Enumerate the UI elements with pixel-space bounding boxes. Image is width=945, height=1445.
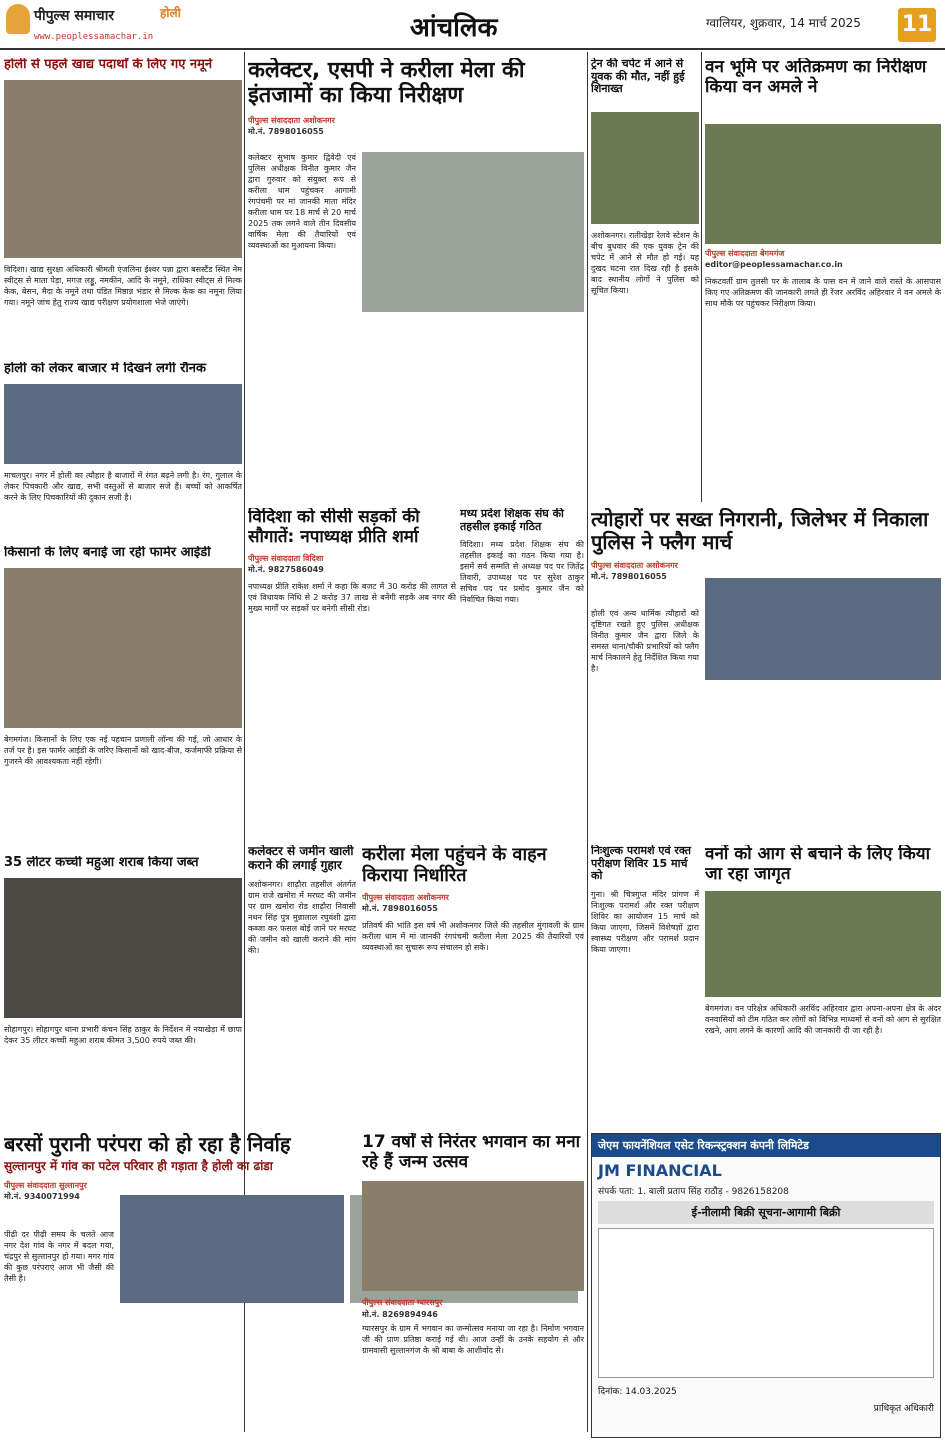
phone: मो.नं. 7898016055 [248, 126, 324, 136]
byline: पीपुल्स संवाददाता ग्यारसपुर [362, 1298, 443, 1307]
advert-property-table [598, 1228, 934, 1378]
article-vidisha-roads [248, 508, 456, 838]
paper-name: पीपुल्स समाचार [34, 8, 115, 24]
advert-contact: संपर्क पता: 1. बाली प्रताप सिंह राठौड़ - 9826158208 [598, 1187, 789, 1197]
article-farmer-id [4, 546, 242, 846]
advert-company-name: जेएम फायनेंशियल एसेट रिकन्स्ट्रक्शन कंपनी लिमिटेड [592, 1134, 940, 1157]
article-janmotsav [362, 1133, 584, 1438]
article-body: प्रतिवर्ष की भांति इस वर्ष भी अशोकनगर जिले की तहसील मुंगावली के ग्राम करीला धाम में मां जानकी रंगपंचमी करीला मेला 2025 की तैयारियों एवं व्यवस्थाओं का सुचारू रूप संचालन हो सके। [362, 921, 584, 953]
phone: मो.नं. 9827586049 [248, 565, 324, 575]
article-train-accident [591, 58, 699, 503]
subheadline: सुल्तानपुर में गांव का पटेल परिवार ही गड़ाता है होली का ढांडा [4, 1159, 273, 1173]
article-karila-inspection [248, 58, 584, 503]
article-land-encroachment [248, 845, 356, 1125]
article-body: सोहागपुर। सोहागपुर थाना प्रभारी कंचन सिंह ठाकुर के निर्देशन में नयाखेड़ा में छापा देकर 35 लीटर कच्ची महुआ शराब कीमत 3,500 रुपये जब्त की। [4, 1025, 242, 1045]
headline: किसानों के लिए बनाई जा रही फार्मर आईडी [4, 546, 211, 560]
article-body: गुना। श्री चित्रगुप्त मंदिर प्रांगण में निःशुल्क परामर्श और रक्त परीक्षण शिविर का आयोजन 15 मार्च को किया जाएगा, जिसमें विशेषज्ञों द्वारा स्वास्थ्य परीक्षण और परामर्श प्रदान किया जाएगा। [591, 889, 699, 954]
article-forest-encroachment [705, 58, 941, 503]
advert-brand: JM FINANCIAL [598, 1161, 722, 1180]
phone: मो.नं. 7898016055 [591, 572, 667, 581]
headline: ट्रेन की चपेट में आने से युवक की मौत, नहीं हुई शिनाख्त [591, 58, 685, 96]
article-food-samples [4, 58, 242, 358]
photo-officials-inspection [362, 152, 584, 312]
headline: वन भूमि पर अतिक्रमण का निरीक्षण किया वन अमले ने [705, 58, 927, 97]
headline: 17 वर्षों से निरंतर भगवान का मना रहे हैं जन्म उत्सव [362, 1133, 581, 1172]
page-number-badge: 11 [898, 8, 936, 42]
auction-advertisement [591, 1133, 941, 1438]
article-body: अशोकनगर। शाढ़ौरा तहसील अंतर्गत ग्राम राजे खमोरा में मरघट की जमीन पर ग्राम खमोरा रोड शाढ़ौरा निवासी नथन सिंह पुत्र मुन्नालाल रघुवंशी द्वारा कब्जा कर फसल बोई जाने पर मरघट की जमीन को खाली कराने की मांग की। [248, 879, 356, 955]
headline: वनों को आग से बचाने के लिए किया जा रहा जागृत [705, 845, 931, 884]
phone: मो.नं. 7898016055 [362, 904, 438, 914]
section-title: आंचलिक [410, 13, 498, 43]
article-teacher-union [460, 508, 584, 838]
headline: विदिशा को सीसी सड़कों की सौगातें: नपाध्यक्ष प्रीति शर्मा [248, 508, 420, 547]
bird-mascot-icon [6, 4, 30, 34]
byline: पीपुल्स संवाददाता अशोकनगर [248, 115, 335, 125]
photo-farmers-meeting [4, 568, 242, 728]
article-body: नपाध्यक्ष प्रीति राकेश शर्मा ने कहा कि बजट में 30 करोड़ की लागत से एवं विधायक निधि से 2 करोड़ 37 लाख से बनेंगी सड़कें अब नगर की मुख्य मार्गों पर सड़कों पर बनेगी सीसी रोड। [248, 582, 456, 614]
photo-police-seizure [4, 878, 242, 1018]
article-fare-fixed [362, 845, 584, 1125]
masthead [0, 0, 945, 50]
advert-date: दिनांक: 14.03.2025 [598, 1387, 677, 1397]
photo-forest-awareness [705, 891, 941, 997]
article-holi-market [4, 362, 242, 542]
column-divider [701, 52, 702, 502]
headline: कलेक्टर से जमीन खाली कराने की लगाई गुहार [248, 845, 354, 872]
article-body: पीढ़ी दर पीढ़ी समय के चलते आज नगर देश गांव के नगर में बदल गया, चंद्रपुर से सुल्तानपुर हो गया। मगर गांव की कुछ परंपराएं आज भी जैसी की तैसी है। [4, 1230, 114, 1283]
article-liquor-seized [4, 856, 242, 1126]
headline: त्योहारों पर सख्त निगरानी, जिलेभर में निकाला पुलिस ने फ्लैग मार्च [591, 508, 929, 554]
article-body: ग्यारसपुर के ग्राम में भगवान का जन्मोत्सव मनाया जा रहा है। निर्माण भगवान जी की प्राण प्रतिष्ठा कराई गई थी। आज उन्हीं के उनके सहयोग से और ग्रामवासी सुल्तानगंज के श्री बाबा के आशीर्वाद से। [362, 1324, 584, 1355]
headline: होली को लेकर बाजार में दिखने लगी रौनक [4, 362, 206, 376]
article-body: बेगमगंज। वन परिक्षेत्र अधिकारी अरविंद अहिरवार द्वारा अपना-अपना क्षेत्र के अंदर वनवासियों को टीम गठित कर लोगों को विभिन्न माध्यमों से वनों को आग से सुरक्षित रखने, आग लगने के कारणों आदि की जानकारी दी जा रही है। [705, 1004, 941, 1035]
headline: मध्य प्रदेश शिक्षक संघ की तहसील इकाई गठित [460, 508, 564, 533]
photo-temple-ceremony [362, 1181, 584, 1291]
byline: पीपुल्स संवाददाता विदिशा [248, 554, 324, 564]
article-body: अशोकनगर। रातीखेड़ा रेलवे स्टेशन के बीच बुधवार की एक युवक ट्रेन की चपेट में आने से मौत हो गई। यह दुखद घटना रात दिख रही है इसके बाद स्थानीय लोगों ने पुलिस को सूचित किया। [591, 231, 699, 295]
byline: पीपुल्स संवाददाता सुल्तानपुर [4, 1180, 87, 1190]
byline: पीपुल्स संवाददाता अशोकनगर [591, 561, 678, 570]
photo-sweet-shop [4, 80, 242, 258]
advert-signature: प्राधिकृत अधिकारी [873, 1404, 934, 1414]
article-body: कलेक्टर सुभाष कुमार द्विवेदी एवं पुलिस अधीक्षक विनीत कुमार जैन द्वारा गुरुवार को संयुक्त रूप से करीला धाम पहुंचकर आगामी रंगपंचमी पर मां जानकी माता मंदिर करीला धाम पर 18 मार्च से 20 मार्च 2025 तक लगने वाले तीन दिवसीय वार्षिक मेला की तैयारियों एवं व्यवस्थाओं का मुआयना किया। [248, 153, 356, 250]
article-body: माचलपुर। नगर में होली का त्यौहार है बाजारों में रंगत बढ़ने लगी है। रंग, गुलाल के लेकर पिचकारी और खाद्य, सभी वस्तुओं से बाजार सजे हैं। बच्चों को आकर्षित करने के लिए पिचकारियों की दुकान सजी है। [4, 471, 242, 502]
headline: करीला मेला पहुंचने के वाहन किराया निर्धारित [362, 845, 547, 886]
phone: मो.नं. 8269894946 [362, 1310, 438, 1319]
dateline: ग्वालियर, शुक्रवार, 14 मार्च 2025 [706, 16, 861, 30]
holi-festive-mark: होली [160, 6, 181, 20]
newspaper-logo [6, 4, 156, 44]
article-body: बेगमगंज। किसानों के लिए एक नई पहचान प्रणाली लॉन्च की गई, जो आधार के तर्ज पर है। इस फार्मर आईडी के जरिए किसानों को खाद-बीज, कर्जमाफी प्रक्रिया से गुजरने की आवश्यकता नहीं रहेगी। [4, 735, 242, 766]
photo-police-march [705, 578, 941, 680]
phone: मो.नं. 9340071994 [4, 1191, 80, 1201]
headline: 35 लीटर कच्ची महुआ शराब किया जब्त [4, 856, 199, 870]
headline: कलेक्टर, एसपी ने करीला मेला की इंतजामों का किया निरीक्षण [248, 58, 525, 109]
headline: बरसों पुरानी परंपरा को हो रहा है निर्वाह [4, 1133, 291, 1156]
advert-title: ई-नीलामी बिक्री सूचना-आगामी बिक्री [598, 1201, 934, 1224]
byline: पीपुल्स संवाददाता अशोकनगर [362, 893, 449, 903]
photo-holi-gathering [120, 1195, 344, 1303]
email[interactable]: editor@peoplessamachar.co.in [705, 260, 843, 269]
article-flag-march [591, 508, 941, 838]
photo-market [4, 384, 242, 464]
article-health-camp [591, 845, 699, 1125]
article-forest-fire [705, 845, 941, 1125]
byline: पीपुल्स संवाददाता बेगमगंज [705, 249, 785, 258]
headline: निःशुल्क परामर्श एवं रक्त परीक्षण शिविर 15 मार्च को [591, 845, 692, 883]
article-body: निकटवर्ती ग्राम तुलसी पर के तालाब के पास वन में जाने वाले रास्ते के आसपास किए गए अतिक्रमण की जानकारी लगते ही रेंजर अरविंद अहिरवार ने वन अमले के साथ मौके पर पहुंचकर निरीक्षण किया। [705, 277, 941, 308]
headline: होली से पहले खाद्य पदार्थों के लिए गए नमूने [4, 58, 213, 72]
photo-railway-track [591, 112, 699, 224]
photo-forest-officials [705, 124, 941, 244]
article-body: विदिशा। खाद्य सुरक्षा अधिकारी श्रीमती एंजलिना ईश्वर पन्ना द्वारा बसस्टैंड स्थित नेम स्वीट्स से माता पेड़ा, मगज लड्डू, नमकीन, आदि के नमूने, राधिका स्वीट्स से मिल्क केक, बेसन, मैदा के नमूने तथा पंडित मिष्ठान्न भंडार से मिल्क केक का नमूना लिया गया। नमूने जांच हेतु राज्य खाद्य परीक्षण प्रयोगशाला भेजे जाएंगे। [4, 265, 242, 307]
article-body: विदिशा। मध्य प्रदेश शिक्षक संघ की तहसील इकाई का गठन किया गया है। इसमें सर्व सम्मति से अध्यक्ष पद पर जितेंद्र तिवारी, उपाध्यक्ष पद पर सुरेश ठाकुर सचिव पद पर प्रमोद कुमार जैन को निर्वाचित किया गया। [460, 540, 584, 605]
article-body: होली एवं अन्य धार्मिक त्यौहारों को दृष्टिगत रखते हुए पुलिस अधीक्षक विनीत कुमार जैन द्वारा जिले के समस्त थाना/चौकी प्रभारियों को फ्लैग मार्च निकालने हेतु निर्देशित किया गया है। [591, 609, 699, 673]
paper-url[interactable]: www.peoplessamachar.in [34, 32, 154, 42]
column-divider [587, 52, 588, 1432]
